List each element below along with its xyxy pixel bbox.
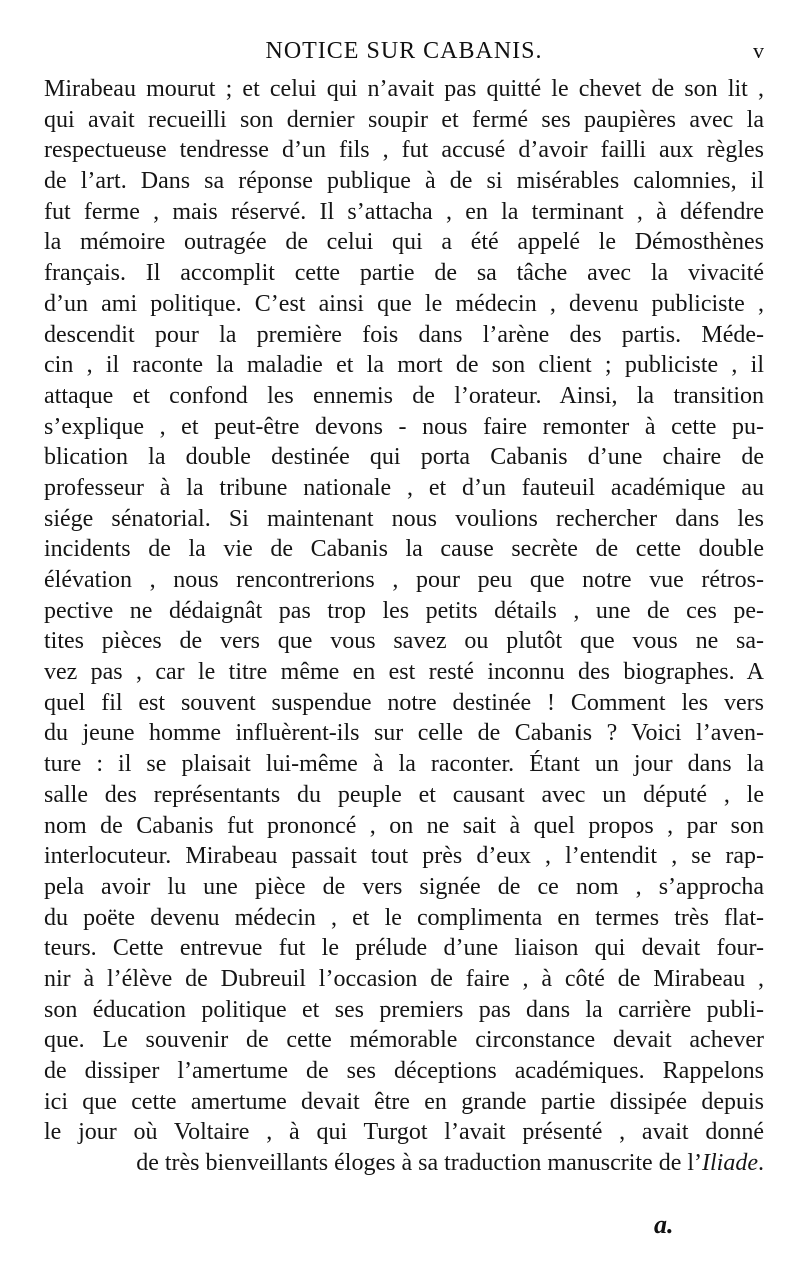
text-line: ture : il se plaisait lui-même à la raconter. Étant un jour dans la bbox=[44, 751, 764, 778]
text-line: de très bienveillants éloges à sa traduction manuscrite de l’Iliade. bbox=[136, 1150, 764, 1177]
text-line: du poëte devenu médecin , et le complimenta en termes très flat- bbox=[44, 904, 764, 931]
page-title: NOTICE SUR CABANIS. bbox=[265, 38, 543, 64]
text-line: Mirabeau mourut ; et celui qui n’avait pas quitté le chevet de son lit , bbox=[44, 76, 764, 102]
text-line: fut ferme , mais réservé. Il s’attacha , en la terminant , à défendre bbox=[44, 198, 764, 225]
text-line: interlocuteur. Mirabeau passait tout près d’eux , l’entendit , se rap- bbox=[44, 843, 764, 870]
page-number: v bbox=[753, 38, 764, 63]
text-line: teurs. Cette entrevue fut le prélude d’une liaison qui devait four- bbox=[44, 935, 764, 962]
text-line: pela avoir lu une pièce de vers signée de ce nom , s’approcha bbox=[44, 873, 764, 900]
text-line: son éducation politique et ses premiers pas dans la carrière publi- bbox=[44, 996, 764, 1023]
line-end-punctuation: . bbox=[758, 1150, 764, 1177]
text-line: incidents de la vie de Cabanis la cause secrète de cette double bbox=[44, 536, 764, 563]
text-line: tites pièces de vers que vous savez ou plutôt que vous ne sa- bbox=[44, 628, 764, 655]
text-line: que. Le souvenir de cette mémorable circonstance devait achever bbox=[44, 1027, 764, 1054]
text-line: ici que cette amertume devait être en grande partie dissipée depuis bbox=[44, 1088, 764, 1115]
text-line: du jeune homme influèrent-ils sur celle de Cabanis ? Voici l’aven- bbox=[44, 720, 764, 747]
italic-title: Iliade bbox=[702, 1150, 758, 1177]
text-line: quel fil est souvent suspendue notre destinée ! Comment les vers bbox=[44, 689, 764, 716]
text-line: élévation , nous rencontrerions , pour peu que notre vue rétros- bbox=[44, 567, 764, 593]
text-line: qui avait recueilli son dernier soupir et fermé ses paupières avec la bbox=[44, 106, 764, 133]
text-line: cin , il raconte la maladie et la mort de son client ; publiciste , il bbox=[44, 352, 764, 379]
text-line: de l’art. Dans sa réponse publique à de si misérables calomnies, il bbox=[44, 168, 764, 195]
text-line: s’explique , et peut-être devons - nous faire remonter à cette pu- bbox=[44, 413, 764, 440]
text-line: siége sénatorial. Si maintenant nous voulions rechercher dans les bbox=[44, 505, 764, 532]
text-line: vez pas , car le titre même en est resté inconnu des biographes. A bbox=[44, 659, 764, 686]
text-line: d’un ami politique. C’est ainsi que le médecin , devenu publiciste , bbox=[44, 290, 764, 317]
text-line: nom de Cabanis fut prononcé , on ne sait à quel propos , par son bbox=[44, 812, 764, 839]
text-line: nir à l’élève de Dubreuil l’occasion de faire , à côté de Mirabeau , bbox=[44, 965, 764, 992]
text-line: professeur à la tribune nationale , et d’un fauteuil académique au bbox=[44, 474, 764, 501]
running-head bbox=[44, 36, 764, 66]
text-line: pective ne dédaignât pas trop les petits détails , une de ces pe- bbox=[44, 597, 764, 624]
text-line: la mémoire outragée de celui qui a été appelé le Démosthènes bbox=[44, 229, 764, 256]
text-line: descendit pour la première fois dans l’arène des partis. Méde- bbox=[44, 321, 764, 348]
text-line: respectueuse tendresse d’un fils , fut accusé d’avoir failli aux règles bbox=[44, 137, 764, 164]
text-line: le jour où Voltaire , à qui Turgot l’avait présenté , avait donné bbox=[44, 1119, 764, 1146]
text-line: blication la double destinée qui porta Cabanis d’une chaire de bbox=[44, 444, 764, 471]
signature-mark: a. bbox=[654, 1210, 674, 1239]
text-line: de dissiper l’amertume de ses déceptions académiques. Rappelons bbox=[44, 1058, 764, 1084]
text-line: salle des représentants du peuple et causant avec un député , le bbox=[44, 781, 764, 808]
text-line: attaque et confond les ennemis de l’orateur. Ainsi, la transition bbox=[44, 382, 764, 409]
body-text bbox=[44, 74, 764, 1179]
text-line: français. Il accomplit cette partie de sa tâche avec la vivacité bbox=[44, 260, 764, 287]
